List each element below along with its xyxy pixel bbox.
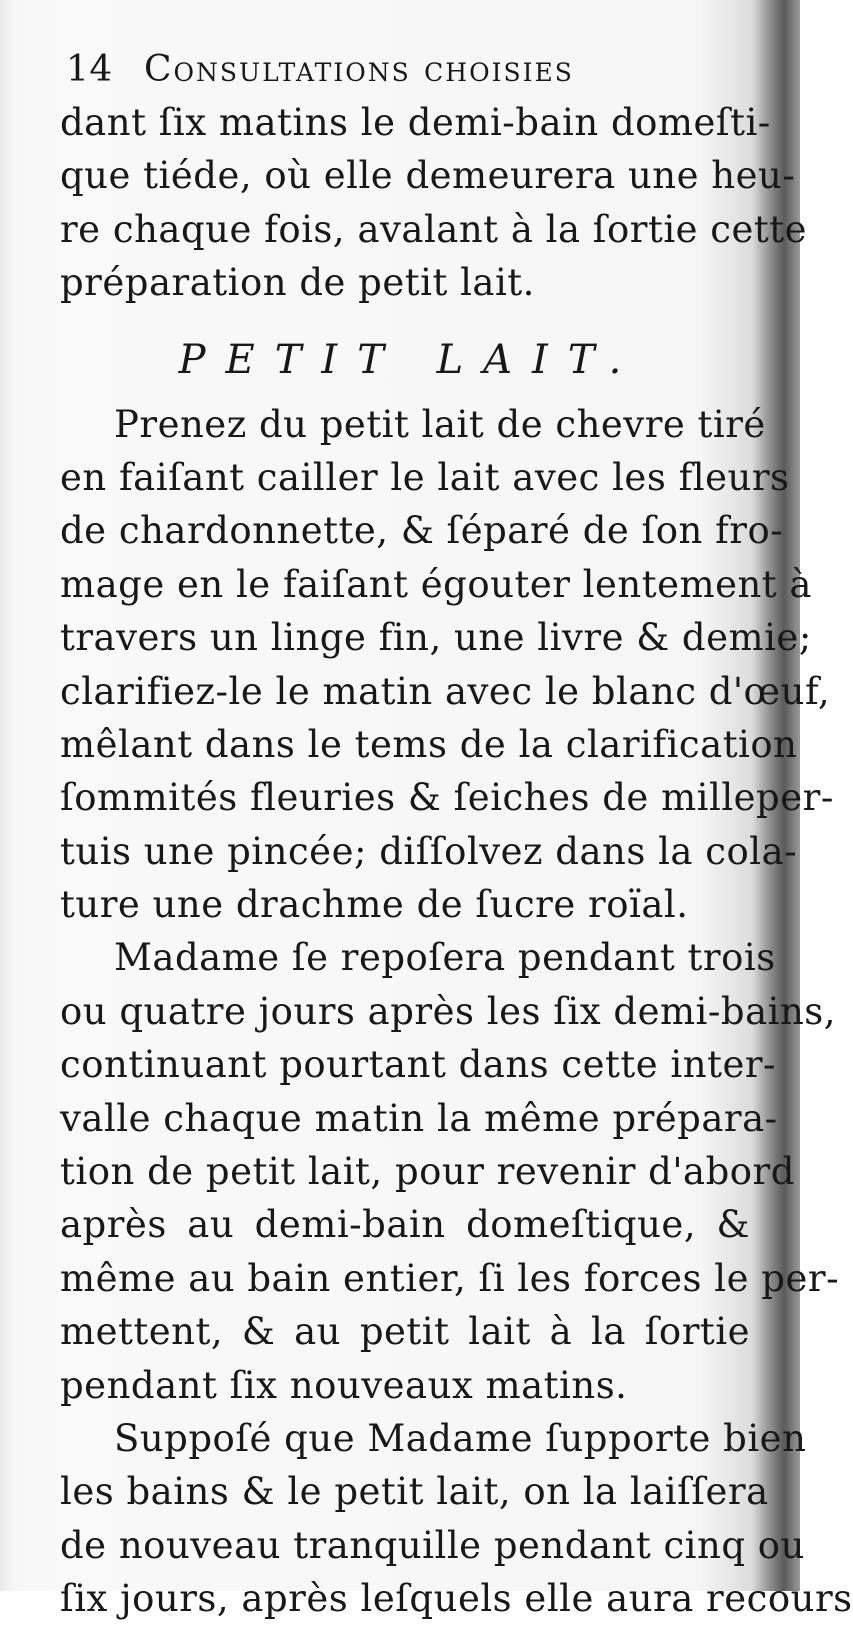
text-line: mêlant dans le tems de la clarification bbox=[60, 722, 798, 766]
text-line: préparation de petit lait. bbox=[60, 261, 535, 305]
text-line: tuis une pincée; diſſolvez dans la cola- bbox=[60, 829, 798, 873]
text-line: ſix jours, après leſquels elle aura recours bbox=[60, 1577, 853, 1621]
page-number: 14 bbox=[66, 49, 113, 90]
continuation-paragraph bbox=[60, 1412, 853, 1626]
text-line: dant ſix matins le demi-bain domeſti- bbox=[60, 101, 771, 144]
text-line: même au bain entier, ſi les forces le per- bbox=[60, 1256, 840, 1300]
text-line: que tiéde, où elle demeurera une heu- bbox=[60, 154, 796, 198]
running-head bbox=[60, 40, 750, 96]
running-title: Consultations choisies bbox=[144, 49, 574, 90]
section-heading: PETIT LAIT. bbox=[178, 336, 642, 383]
text-line: ou quatre jours après les ſix demi-bains, bbox=[60, 989, 837, 1033]
text-line: Prenez du petit lait de chevre tiré bbox=[114, 402, 766, 446]
intro-paragraph bbox=[60, 96, 808, 310]
text-line: valle chaque matin la même prépara- bbox=[60, 1096, 778, 1140]
text-line: les bains & le petit lait, on la laiſſera bbox=[60, 1470, 769, 1514]
text-line: ture une drachme de ſucre roïal. bbox=[60, 883, 689, 927]
text-line: en faiſant cailler le lait avec les fleurs bbox=[60, 455, 790, 499]
text-line: après au demi-bain domeſtique, & bbox=[60, 1203, 750, 1247]
rest-paragraph bbox=[60, 931, 840, 1412]
text-line: tion de petit lait, pour revenir d'abord bbox=[60, 1150, 795, 1194]
text-line: pendant ſix nouveaux matins. bbox=[60, 1363, 628, 1407]
book-page bbox=[60, 40, 853, 1621]
text-line: mettent, & au petit lait à la ſortie bbox=[60, 1310, 750, 1354]
text-line: ſommités fleuries & ſeiches de milleper- bbox=[60, 776, 834, 820]
text-line: Madame ſe repoſera pendant trois bbox=[114, 936, 776, 980]
text-line: travers un linge fin, une livre & demie; bbox=[60, 616, 812, 660]
text-line: mage en le faiſant égouter lentement à bbox=[60, 562, 812, 606]
text-line: clarifiez-le le matin avec le blanc d'œuf, bbox=[60, 669, 831, 713]
text-line: de nouveau tranquille pendant cinq ou bbox=[60, 1523, 805, 1567]
text-line: de chardonnette, & ſéparé de ſon fro- bbox=[60, 509, 784, 553]
text-line: Suppoſé que Madame ſupporte bien bbox=[114, 1416, 807, 1460]
recipe-paragraph bbox=[60, 398, 834, 932]
text-line: continuant pourtant dans cette inter- bbox=[60, 1043, 777, 1087]
text-line: re chaque fois, avalant à la ſortie cette bbox=[60, 207, 808, 251]
